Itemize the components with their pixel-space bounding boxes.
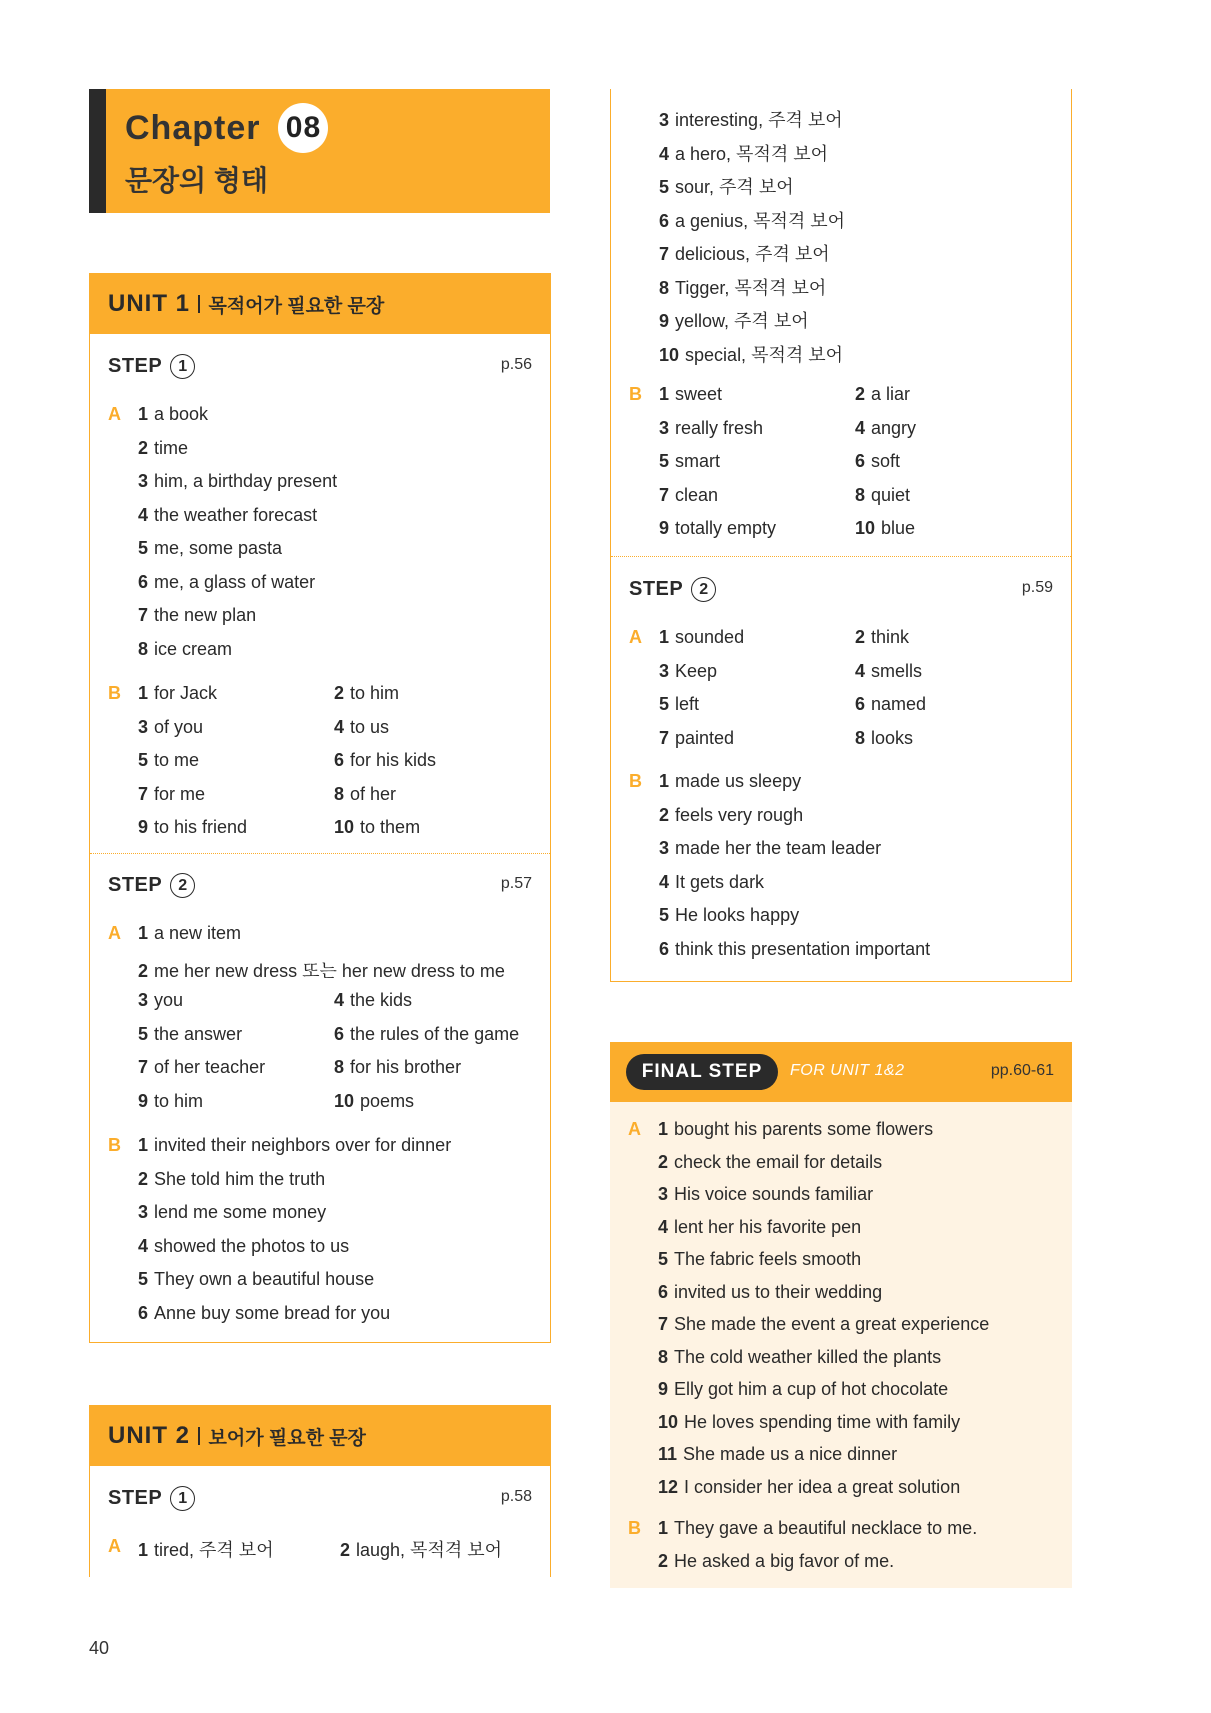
answer-number: 3 [659,660,670,681]
answer-number: 8 [659,277,670,298]
answer-line [855,728,913,749]
chapter-accent-bar [89,89,106,213]
answer-number: 4 [334,990,345,1010]
answer-line [138,572,315,593]
answer-text: smart [675,451,721,471]
answer-text: really fresh [675,417,764,438]
answer-line [659,341,843,367]
chapter-title [125,103,328,153]
answer-number: 5 [138,1023,149,1044]
answer-text: lend me some money [154,1202,327,1222]
answer-text: for me [154,783,206,804]
answer-text: invited their neighbors over for dinner [154,1135,452,1155]
answer-line [138,438,188,459]
answer-line [855,485,910,506]
answer-line [659,627,744,648]
answer-number: 1 [659,627,670,647]
answer-number: 9 [658,1379,669,1399]
step-label: STEP [629,577,684,600]
answer-text: named [871,694,927,714]
answer-line [658,1477,960,1498]
step-label: STEP [108,873,163,896]
step-number: 2 [691,577,716,602]
answer-number: 10 [334,1090,355,1111]
answer-line [138,605,256,626]
answer-number: 6 [658,1281,669,1302]
answer-text: time [154,437,189,458]
answer-text: for his brother [350,1057,462,1077]
answer-text: the answer [154,1023,243,1044]
answer-number: 9 [138,817,149,837]
final-step-panel [610,1042,1072,1588]
answer-number: 2 [658,1151,669,1172]
answer-number: 1 [658,1518,669,1538]
answer-number: 1 [138,404,149,424]
answer-line [334,817,420,838]
answer-number: 6 [334,750,345,770]
answer-line [658,1249,861,1270]
step-divider [90,853,550,854]
answer-number: 4 [334,716,345,737]
answer-line [659,518,776,539]
answer-line [138,717,203,738]
answer-number: 5 [659,694,670,714]
unit2-step2-header [629,573,1053,605]
answer-line [855,418,916,439]
answer-text: me, some pasta [154,538,283,558]
answer-text: smells [871,660,923,681]
answer-number: 3 [659,417,670,438]
answer-text: to me [154,750,200,770]
answer-text: He loves spending time with family [684,1411,961,1432]
answer-number: 4 [659,871,670,892]
answer-number: 10 [658,1411,679,1432]
answer-line [659,307,809,333]
answer-line [138,1057,265,1078]
step-number: 2 [170,873,195,898]
answer-number: 7 [138,1057,149,1077]
answer-text: soft [871,451,901,471]
final-step-label: FINAL STEP [626,1054,778,1090]
answer-number: 4 [138,504,149,525]
answer-text: He looks happy [675,905,800,925]
answer-text: looks [871,727,914,748]
answer-text: a book [154,404,209,424]
answer-number: 6 [659,938,670,959]
answer-number: 2 [659,804,670,825]
answer-line [658,1119,933,1140]
step-number: 1 [170,1486,195,1511]
answer-number: 3 [138,990,149,1010]
answer-line [138,990,183,1011]
answer-line [138,1024,242,1045]
answer-number: 5 [138,750,149,770]
step-label: STEP [108,354,163,377]
answer-text: the weather forecast [154,504,318,525]
answer-line [659,939,930,960]
answer-number: 6 [659,210,670,231]
answer-line [659,661,717,682]
answer-text: blue [881,518,916,538]
answer-number: 8 [855,727,866,748]
answer-number: 2 [138,437,149,458]
answer-line [658,1282,882,1303]
answer-text: made us sleepy [675,771,802,791]
answer-line [658,1314,989,1335]
section-letter-a: A [108,1536,121,1556]
answer-line [855,627,909,648]
answer-number: 3 [138,716,149,737]
final-step-scope: FOR UNIT 1&2 [790,1062,905,1079]
answer-text: She told him the truth [154,1168,326,1189]
answer-text: lent her his favorite pen [674,1216,862,1237]
answer-line [138,784,205,805]
answer-text: sweet [675,384,723,404]
answer-line [334,683,399,704]
answer-number: 10 [855,518,876,538]
answer-line [138,923,241,944]
answer-number: 4 [855,660,866,681]
unit1-step2-header [108,869,532,901]
answer-line [340,1536,502,1562]
answer-number: 2 [855,384,866,404]
answer-text: It gets dark [675,871,765,892]
answer-line [658,1152,882,1173]
section-letter-b: B [629,384,642,404]
answer-text: angry [871,417,917,438]
answer-text: to him [154,1090,204,1111]
answer-text: bought his parents some flowers [674,1119,934,1139]
answer-number: 5 [659,451,670,471]
section-letter-a: A [108,923,121,943]
answer-number: 3 [659,838,670,858]
answer-text: think this presentation important [675,938,931,959]
chapter-label: Chapter [125,108,261,147]
answer-number: 6 [334,1023,345,1044]
answer-text: a genius, 목적격 보어 [675,210,846,231]
answer-number: 5 [658,1249,669,1269]
section-letter-b: B [628,1518,641,1538]
answer-number: 1 [659,771,670,791]
answer-text: She made us a nice dinner [683,1444,898,1464]
answer-number: 8 [334,1057,345,1077]
answer-line [658,1347,941,1368]
answer-line [138,1536,274,1562]
answer-text: They own a beautiful house [154,1269,375,1289]
answer-text: clean [675,484,719,505]
answer-line [855,451,900,472]
answer-line [658,1184,873,1205]
answer-text: made her the team leader [675,838,882,858]
answer-number: 4 [138,1235,149,1256]
answer-line [138,538,282,559]
answer-line [659,838,881,859]
unit1-header [90,274,550,334]
answer-number: 4 [658,1216,669,1237]
answer-number: 5 [659,177,670,197]
answer-line [659,728,734,749]
answer-line [138,404,208,425]
answer-text: of you [154,716,204,737]
answer-number: 5 [138,538,149,558]
answer-line [659,106,843,132]
answer-line [138,1091,203,1112]
answer-text: I consider her idea a great solution [684,1476,961,1497]
answer-number: 5 [659,905,670,925]
answer-number: 6 [855,694,866,714]
unit2-panel-continued [610,89,1072,982]
answer-number: 9 [138,1090,149,1111]
answer-number: 1 [138,923,149,943]
answer-number: 12 [658,1476,679,1497]
answer-number: 8 [334,783,345,804]
answer-line [658,1551,894,1572]
answer-line [659,240,830,266]
answer-line [658,1412,960,1433]
section-letter-a: A [628,1119,641,1139]
answer-number: 4 [855,417,866,438]
answer-text: Elly got him a cup of hot chocolate [674,1379,949,1399]
answer-text: totally empty [675,518,777,538]
unit1-label: UNIT 1 [108,290,191,317]
answer-text: ice cream [154,638,233,659]
answer-text: of her [350,783,397,804]
answer-number: 8 [138,638,149,659]
page-reference: p.59 [1021,579,1053,596]
section-letter-b: B [108,1135,121,1155]
answer-text: you [154,990,184,1010]
answer-line [659,140,828,166]
answer-text: His voice sounds familiar [674,1184,874,1204]
answer-number: 7 [659,484,670,505]
answer-text: left [675,694,700,714]
answer-number: 2 [855,627,866,647]
answer-number: 5 [138,1269,149,1289]
answer-text: The fabric feels smooth [674,1249,862,1269]
answer-line [659,805,803,826]
answer-number: 10 [659,344,680,365]
answer-line [334,1057,461,1078]
answer-number: 8 [658,1346,669,1367]
answer-text: delicious, 주격 보어 [675,244,830,264]
answer-number: 1 [138,1135,149,1155]
answer-text: the kids [350,990,413,1010]
answer-number: 3 [659,110,670,130]
unit2-label: UNIT 2 [108,1422,191,1449]
answer-line [855,661,922,682]
unit2-title: 보어가 필요한 문장 [208,1427,366,1449]
answer-line [855,384,910,405]
page-reference: pp.60-61 [990,1062,1054,1079]
answer-line [138,505,317,526]
answer-text: the new plan [154,605,257,625]
answer-number: 2 [138,1168,149,1189]
chapter-subtitle: 문장의 형태 [125,165,269,196]
unit1-panel [89,273,551,1343]
answer-text: check the email for details [674,1151,883,1172]
answer-line [138,683,217,704]
page-reference: p.58 [500,1488,532,1505]
answer-text: for his kids [350,750,437,770]
answer-number: 3 [658,1184,669,1204]
answer-text: me her new dress 또는 her new dress to me [154,960,505,981]
answer-number: 1 [138,683,149,703]
answer-line [334,990,412,1011]
answer-line [659,905,799,926]
answer-text: to him [350,683,400,703]
answer-line [659,173,794,199]
answer-text: to his friend [154,817,248,837]
answer-number: 1 [659,384,670,404]
answer-text: him, a birthday present [154,471,338,491]
answer-text: to us [350,716,390,737]
answer-number: 7 [138,783,149,804]
answer-text: me, a glass of water [154,571,316,592]
answer-number: 2 [138,960,149,981]
page-reference: p.57 [500,875,532,892]
answer-text: feels very rough [675,804,804,825]
answer-text: interesting, 주격 보어 [675,110,843,130]
answer-number: 7 [658,1314,669,1334]
unit-separator [198,1427,200,1445]
final-step-header [610,1042,1072,1102]
answer-line [334,717,389,738]
unit-separator [198,295,200,313]
answer-line [138,1169,325,1190]
answer-number: 6 [138,571,149,592]
answer-line [658,1379,948,1400]
answer-text: painted [675,727,735,748]
unit2-panel [89,1405,551,1577]
answer-text: sour, 주격 보어 [675,177,794,197]
answer-text: invited us to their wedding [674,1281,883,1302]
answer-number: 2 [334,683,345,703]
answer-number: 3 [138,1202,149,1222]
answer-number: 10 [334,817,355,837]
answer-line [658,1444,897,1465]
answer-line [659,694,699,715]
answer-line [138,1202,326,1223]
chapter-number: 08 [278,103,328,153]
answer-text: sounded [675,627,745,647]
answer-line [659,485,718,506]
answer-line [138,1236,349,1257]
answer-text: think [871,627,910,647]
answer-number: 4 [659,143,670,164]
answer-text: poems [360,1090,415,1111]
answer-line [138,471,337,492]
answer-line [138,957,505,983]
answer-number: 2 [658,1550,669,1571]
answer-text: Anne buy some bread for you [154,1302,391,1323]
answer-number: 3 [138,471,149,491]
answer-text: The cold weather killed the plants [674,1346,942,1367]
step-divider [611,556,1071,557]
answer-text: a new item [154,923,242,943]
answer-line [855,694,926,715]
answer-line [334,750,436,771]
answer-line [334,784,396,805]
answer-text: to them [360,817,421,837]
answer-number: 9 [659,518,670,538]
answer-line [659,274,826,300]
answer-text: laugh, 목적격 보어 [356,1540,503,1560]
answer-line [658,1518,977,1539]
answer-line [138,1303,390,1324]
answer-text: Tigger, 목적격 보어 [675,277,827,298]
answer-line [334,1091,414,1112]
section-letter-b: B [108,683,121,703]
answer-text: a liar [871,384,911,404]
answer-text: a hero, 목적격 보어 [675,143,828,164]
answer-text: They gave a beautiful necklace to me. [674,1518,978,1538]
answer-line [659,451,720,472]
answer-number: 7 [138,605,149,625]
answer-text: He asked a big favor of me. [674,1550,895,1571]
section-letter-b: B [629,771,642,791]
answer-text: the rules of the game [350,1023,520,1044]
answer-number: 7 [659,727,670,748]
page-number: 40 [89,1638,110,1658]
answer-text: She made the event a great experience [674,1314,990,1334]
answer-line [138,817,247,838]
answer-number: 6 [138,1302,149,1323]
answer-line [659,418,763,439]
answer-line [855,518,915,539]
answer-line [659,872,764,893]
section-letter-a: A [108,404,121,424]
answer-number: 1 [658,1119,669,1139]
unit1-title: 목적어가 필요한 문장 [208,295,385,317]
section-letter-a: A [629,627,642,647]
answer-text: yellow, 주격 보어 [675,311,809,331]
answer-text: special, 목적격 보어 [685,344,844,365]
answer-text: quiet [871,484,911,505]
answer-line [659,771,801,792]
answer-text: for Jack [154,683,218,703]
page-reference: p.56 [500,356,532,373]
answer-line [334,1024,519,1045]
answer-number: 9 [659,311,670,331]
answer-number: 1 [138,1540,149,1560]
answer-line [138,1269,374,1290]
answer-number: 11 [658,1444,678,1464]
chapter-header [89,89,550,213]
answer-text: tired, 주격 보어 [154,1540,274,1560]
answer-line [138,750,199,771]
answer-line [138,639,232,660]
answer-line [138,1135,451,1156]
step-number: 1 [170,354,195,379]
answer-text: Keep [675,660,718,681]
answer-number: 2 [340,1540,351,1560]
answer-line [659,207,845,233]
answer-line [659,384,722,405]
unit1-step1-header [108,350,532,382]
answer-number: 6 [855,451,866,471]
step-label: STEP [108,1486,163,1509]
answer-number: 8 [855,484,866,505]
answer-line [658,1217,861,1238]
unit2-header [90,1406,550,1466]
unit2-step1-header [108,1482,532,1514]
answer-text: showed the photos to us [154,1235,350,1256]
answer-number: 7 [659,244,670,264]
answer-text: of her teacher [154,1057,266,1077]
